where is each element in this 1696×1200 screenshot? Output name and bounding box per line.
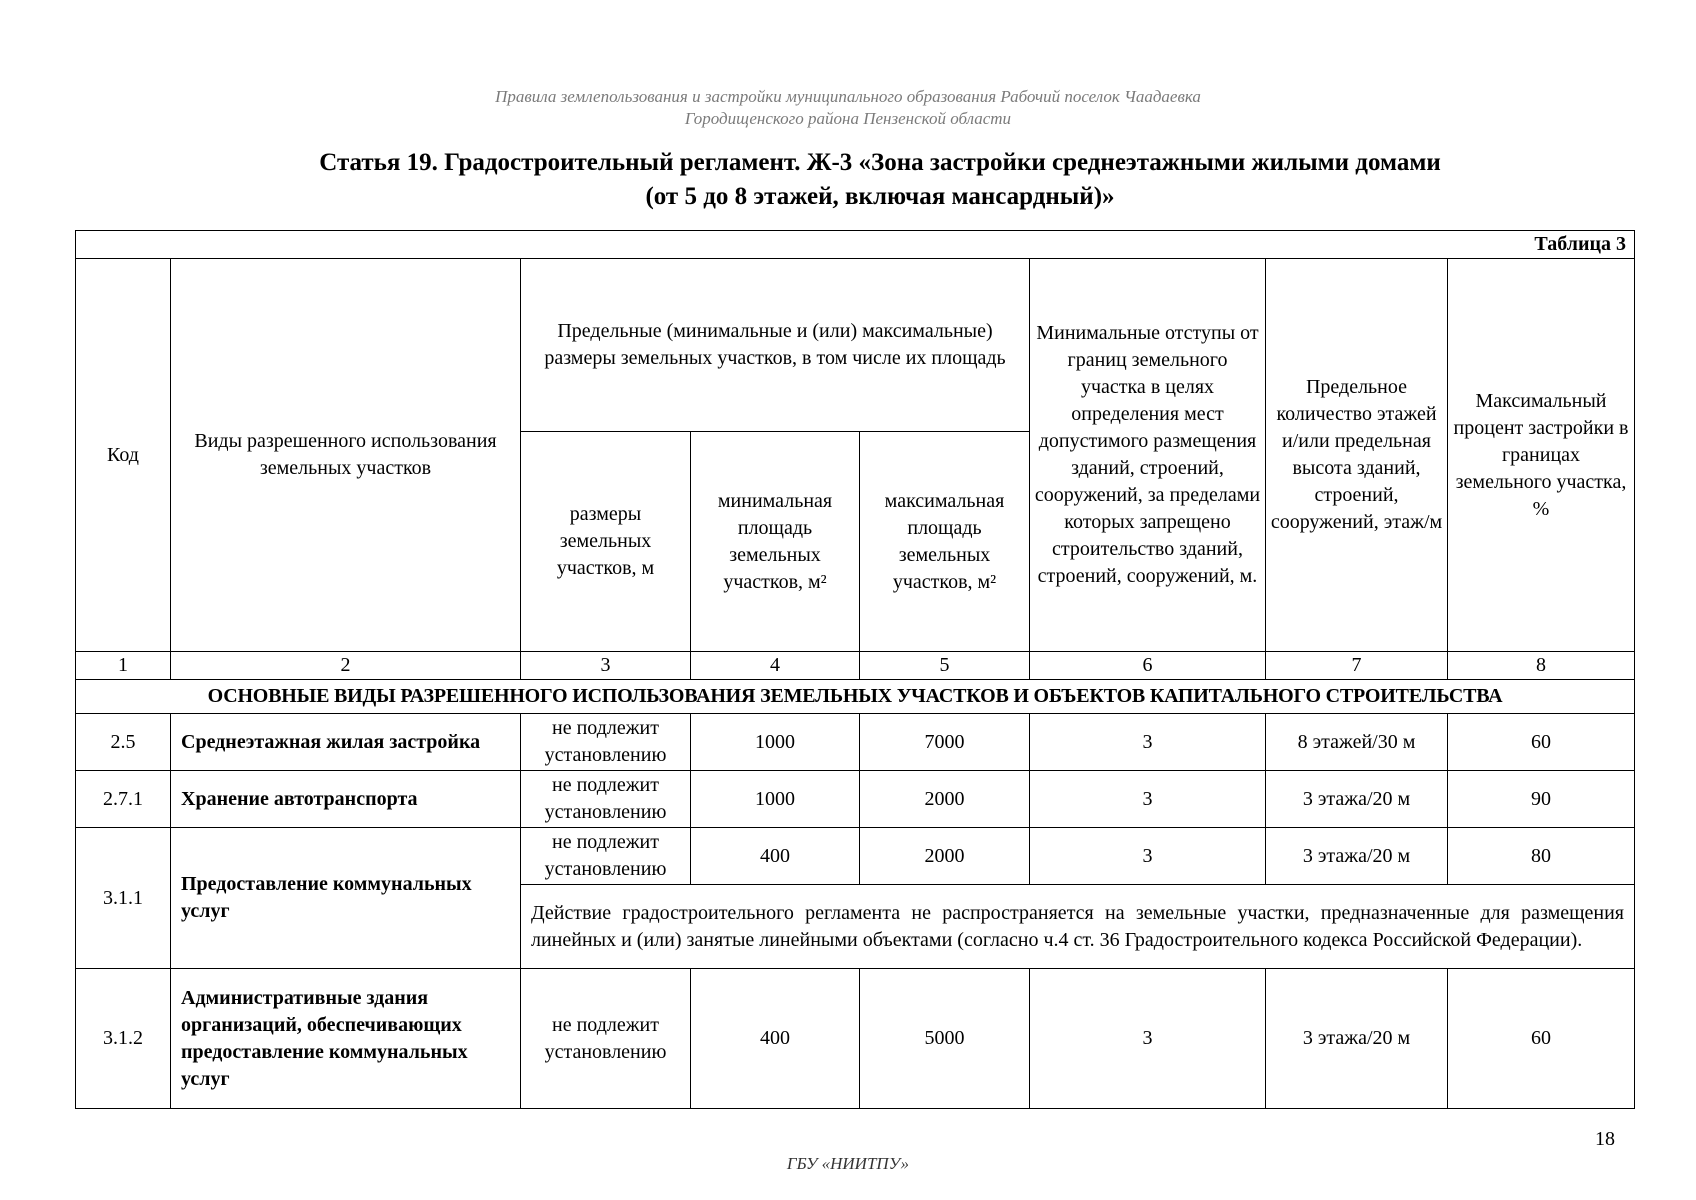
row-floors: 3 этажа/20 м [1266,828,1448,885]
row-coverage: 80 [1448,828,1635,885]
section-heading: ОСНОВНЫЕ ВИДЫ РАЗРЕШЕННОГО ИСПОЛЬЗОВАНИЯ ЗЕМЕЛЬНЫХ УЧАСТКОВ И ОБЪЕКТОВ КАПИТАЛЬНОГО СТРОИТЕЛЬСТВА [76,680,1635,714]
row-max-area: 5000 [860,969,1030,1109]
row-max-area: 2000 [860,828,1030,885]
row-note: Действие градостроительного регламента не распространяется на земельные участки, предназначенные для размещения линейных и (или) занятые линейными объектами (согласно ч.4 ст. 36 Градостроительного кодекса Российской Федерации). [521,885,1635,969]
row-plot-size: не подлежит установлению [521,828,691,885]
row-plot-size: не подлежит установлению [521,714,691,771]
row-min-area: 400 [691,969,860,1109]
header-coverage: Максимальный процент застройки в границах земельного участка, % [1448,259,1635,652]
header-setbacks: Минимальные отступы от границ земельного участка в целях определения мест допустимого размещения зданий, строений, сооружений, за пределами которых запрещено строительство зданий, строений, сооружений, м. [1030,259,1266,652]
header-code: Код [76,259,171,652]
column-number: 5 [860,652,1030,680]
column-number: 1 [76,652,171,680]
row-use-name: Административные здания организаций, обеспечивающих предоставление коммунальных услуг [171,969,521,1109]
article-title-line-2: (от 5 до 8 этажей, включая мансардный)» [645,183,1115,210]
column-number: 8 [1448,652,1635,680]
row-code: 3.1.1 [76,828,171,969]
table-row [76,828,1635,885]
table-caption: Таблица 3 [76,231,1635,259]
header-floors: Предельное количество этажей и/или предельная высота зданий, строений, сооружений, этаж/м [1266,259,1448,652]
header-line-2: Городищенского района Пензенской области [684,109,1012,128]
regulation-table [75,230,1635,1109]
table-row [76,771,1635,828]
page-number: 18 [1595,1128,1615,1150]
row-code: 3.1.2 [76,969,171,1109]
row-code: 2.5 [76,714,171,771]
row-setback: 3 [1030,828,1266,885]
row-max-area: 7000 [860,714,1030,771]
column-number: 7 [1266,652,1448,680]
row-setback: 3 [1030,969,1266,1109]
header-plot-sizes: размеры земельных участков, м [521,432,691,652]
column-number: 3 [521,652,691,680]
row-code: 2.7.1 [76,771,171,828]
row-use-name: Хранение автотранспорта [171,771,521,828]
header-permitted-use: Виды разрешенного использования земельных участков [171,259,521,652]
header-plot-limits: Предельные (минимальные и (или) максимальные) размеры земельных участков, в том числе их площадь [521,259,1030,432]
row-use-name: Среднеэтажная жилая застройка [171,714,521,771]
row-max-area: 2000 [860,771,1030,828]
row-setback: 3 [1030,771,1266,828]
row-floors: 8 этажей/30 м [1266,714,1448,771]
document-running-header [0,86,1696,130]
row-floors: 3 этажа/20 м [1266,771,1448,828]
row-min-area: 1000 [691,771,860,828]
header-max-area: максимальная площадь земельных участков, м² [860,432,1030,652]
row-use-name: Предоставление коммунальных услуг [171,828,521,969]
table-row [76,714,1635,771]
row-coverage: 60 [1448,714,1635,771]
header-line-1: Правила землепользования и застройки муниципального образования Рабочий поселок Чаадаевка [495,87,1201,106]
document-footer: ГБУ «НИИТПУ» [786,1154,910,1173]
row-setback: 3 [1030,714,1266,771]
column-number: 2 [171,652,521,680]
column-number: 4 [691,652,860,680]
row-min-area: 1000 [691,714,860,771]
table-row [76,969,1635,1109]
article-title [0,146,1696,214]
row-coverage: 90 [1448,771,1635,828]
row-floors: 3 этажа/20 м [1266,969,1448,1109]
row-plot-size: не подлежит установлению [521,771,691,828]
row-min-area: 400 [691,828,860,885]
header-min-area: минимальная площадь земельных участков, м² [691,432,860,652]
row-coverage: 60 [1448,969,1635,1109]
article-title-line-1: Статья 19. Градостроительный регламент. Ж-3 «Зона застройки среднеэтажными жилыми домами [319,149,1441,176]
column-number: 6 [1030,652,1266,680]
column-number-row [76,652,1635,680]
row-plot-size: не подлежит установлению [521,969,691,1109]
